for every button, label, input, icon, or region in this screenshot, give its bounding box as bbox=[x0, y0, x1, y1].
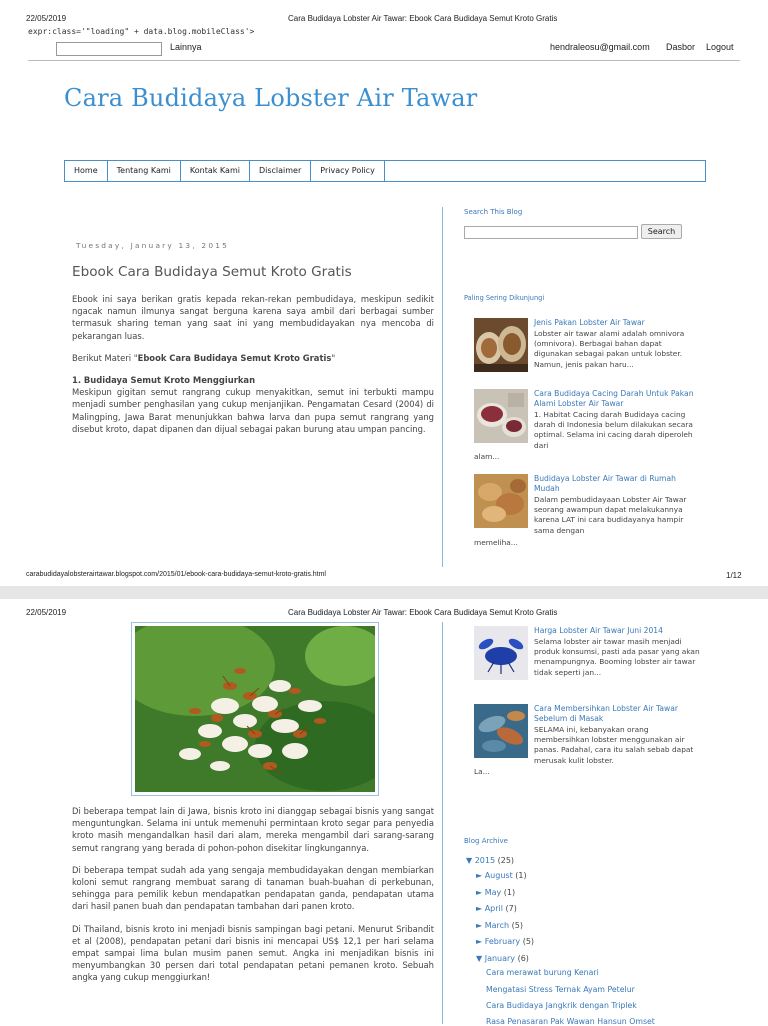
expanded-triangle-icon[interactable]: ▼ bbox=[466, 856, 473, 865]
column-divider bbox=[442, 207, 443, 567]
archive-title: Blog Archive bbox=[464, 837, 508, 845]
popular-post-snippet-more: alam... bbox=[474, 452, 500, 461]
popular-post bbox=[474, 626, 700, 692]
lobster-cleaning-thumbnail[interactable] bbox=[474, 704, 528, 758]
post-body-top bbox=[72, 293, 434, 445]
post-paragraph: Ebook ini saya berikan gratis kepada rekan-rekan pembudidaya, meskipun sedikit ngacak namun ilmunya sangat berguna karena saya ambil dari berbagai sumber termasuk sharing teman yang saat ini yang membudidayakan nya mencoba di pekarangan luas. bbox=[72, 294, 434, 341]
collapsed-triangle-icon[interactable]: ► bbox=[476, 921, 483, 930]
archive-month-august[interactable]: ► August (1) bbox=[476, 871, 527, 880]
print-date: 22/05/2019 bbox=[26, 608, 67, 617]
popular-post-snippet: Lobster air tawar alami adalah omnivora (omnivora). Berbagai bahan dapat digunakan sebagai pakan untuk lobster. Namun, jenis pakan haru... bbox=[534, 329, 685, 369]
main-menu bbox=[64, 160, 706, 182]
popular-post bbox=[474, 704, 700, 778]
post-date: Tuesday, January 13, 2015 bbox=[76, 241, 230, 250]
navbar-more-link[interactable]: Lainnya bbox=[170, 42, 202, 52]
bloodworm-bucket-thumbnail[interactable] bbox=[474, 389, 528, 443]
collapsed-triangle-icon[interactable]: ► bbox=[476, 937, 483, 946]
navbar-divider bbox=[28, 60, 740, 61]
archive-month-may[interactable]: ► May (1) bbox=[476, 888, 516, 897]
blog-title[interactable]: Cara Budidaya Lobster Air Tawar bbox=[64, 84, 478, 112]
archive-post-link[interactable]: Cara Budidaya Jangkrik dengan Triplek bbox=[486, 1001, 637, 1010]
print-page-number: 1/12 bbox=[726, 571, 742, 580]
archive-post-link[interactable]: Mengatasi Stress Ternak Ayam Petelur bbox=[486, 985, 635, 994]
print-title: Cara Budidaya Lobster Air Tawar: Ebook Cara Budidaya Semut Kroto Gratis bbox=[288, 608, 558, 617]
post-paragraph: Meskipun gigitan semut rangrang cukup menyakitkan, semut ini terbukti mampu menjadi sumber penghasilan yang cukup menjanjikan. Pengamatan Cesard (2004) di Malingping, Jawa Barat menunjukkan bahwa larva dan pupa semut rangrang yang disebut kroto, dapat dipanen dan dijual sebagai pakan burung atau umpan pancing. bbox=[72, 387, 434, 434]
navbar-email[interactable]: hendraleosu@gmail.com bbox=[550, 42, 650, 52]
navbar-search-input[interactable] bbox=[56, 42, 162, 56]
print-title: Cara Budidaya Lobster Air Tawar: Ebook Cara Budidaya Semut Kroto Gratis bbox=[288, 14, 558, 23]
menu-disclaimer[interactable]: Disclaimer bbox=[250, 161, 311, 181]
column-divider bbox=[442, 622, 443, 1024]
print-footer-url: carabudidayalobsterairtawar.blogspot.com/2015/01/ebook-cara-budidaya-semut-kroto-gratis.html bbox=[26, 571, 326, 578]
menu-tentang-kami[interactable]: Tentang Kami bbox=[108, 161, 181, 181]
collapsed-triangle-icon[interactable]: ► bbox=[476, 888, 483, 897]
collapsed-triangle-icon[interactable]: ► bbox=[476, 904, 483, 913]
menu-privacy-policy[interactable]: Privacy Policy bbox=[311, 161, 385, 181]
archive-year-2015[interactable]: ▼ 2015 (25) bbox=[466, 856, 515, 865]
popular-post-snippet-more: memeliha... bbox=[474, 538, 518, 547]
archive-post-link[interactable]: Cara merawat burung Kenari bbox=[486, 968, 599, 977]
expanded-triangle-icon[interactable]: ▼ bbox=[476, 954, 483, 963]
materi-line: Berikut Materi "Ebook Cara Budidaya Semut Kroto Gratis" bbox=[72, 352, 336, 363]
menu-home[interactable]: Home bbox=[65, 161, 108, 181]
materi-bold: Ebook Cara Budidaya Semut Kroto Gratis bbox=[137, 352, 332, 363]
post-title[interactable]: Ebook Cara Budidaya Semut Kroto Gratis bbox=[72, 264, 352, 280]
logout-link[interactable]: Logout bbox=[706, 42, 734, 52]
popular-post bbox=[474, 318, 700, 376]
popular-post-snippet: 1. Habitat Cacing darah Budidaya cacing darah di Indonesia belum dilakukan secara optimal. Selama ini cacing darah diperoleh dari bbox=[534, 410, 693, 450]
popular-post bbox=[474, 389, 700, 463]
post-body-bottom bbox=[72, 805, 434, 994]
popular-post-snippet-more: La... bbox=[474, 767, 490, 776]
archive-post-link[interactable]: Rasa Penasaran Pak Wawan Hansun Omset bbox=[486, 1017, 655, 1026]
template-expr-text: expr:class='"loading" + data.blog.mobileClass'> bbox=[28, 27, 255, 36]
post-paragraph: Di beberapa tempat sudah ada yang sengaja membudidayakan dengan membiarkan koloni semut rangrang membuat sarang di tanaman buah-buahan di perkebunan, sehingga para pemilik kebun mendapatkan pendapatan ganda, pendapatan utama dari hasil panen buah dan pendapatan tambahan dari panen kroto. bbox=[72, 864, 434, 912]
archive-month-february[interactable]: ► February (5) bbox=[476, 937, 535, 946]
weaver-ants-photo[interactable] bbox=[135, 626, 375, 792]
print-date: 22/05/2019 bbox=[26, 14, 67, 23]
post-paragraph: Di Thailand, bisnis kroto ini menjadi bisnis sampingan bagi petani. Menurut Sribandit et al (2008), pendapatan petani dari bisnis ini mencapai US$ 12,1 per hari selama empat sampai lima bulan musim panen semut. Angka ini menjadikan bisnis ini menyumbangkan 30 persen dari total pendapatan petani pemanen kroto. Sebuah angka yang cukup menggiurkan! bbox=[72, 923, 434, 983]
popular-post-title[interactable]: Jenis Pakan Lobster Air Tawar bbox=[534, 318, 645, 327]
popular-post bbox=[474, 474, 700, 550]
search-title: Search This Blog bbox=[464, 208, 523, 216]
archive-month-april[interactable]: ► April (7) bbox=[476, 904, 517, 913]
menu-kontak-kami[interactable]: Kontak Kami bbox=[181, 161, 250, 181]
popular-post-snippet: SELAMA ini, kebanyakan orang membersihkan lobster menggunakan air panas. Padahal, cara itu salah sebab dapat merusak kulit lobster. bbox=[534, 725, 694, 765]
dashboard-link[interactable]: Dasbor bbox=[666, 42, 696, 52]
search-button[interactable]: Search bbox=[641, 224, 682, 239]
post-paragraph: Di beberapa tempat lain di Jawa, bisnis kroto ini dianggap sebagai bisnis yang sangat menguntungkan. Selama ini untuk memenuhi permintaan kroto segar para penyedia kroto masih mengandalkan hasil dari alam, mereka mengambil dari sarang-sarang semut rangrang yang berada di pohon-pohon disekitar lingkungannya. bbox=[72, 806, 434, 853]
collapsed-triangle-icon[interactable]: ► bbox=[476, 871, 483, 880]
lobster-pile-thumbnail[interactable] bbox=[474, 474, 528, 528]
archive-month-january[interactable]: ▼ January (6) bbox=[476, 954, 529, 963]
archive-month-march[interactable]: ► March (5) bbox=[476, 921, 523, 930]
popular-post-title[interactable]: Budidaya Lobster Air Tawar di Rumah Mudah bbox=[534, 474, 676, 493]
page-break bbox=[0, 586, 768, 599]
popular-title: Paling Sering Dikunjungi bbox=[464, 294, 545, 302]
post-image-frame bbox=[131, 622, 379, 796]
blue-lobster-thumbnail[interactable] bbox=[474, 626, 528, 680]
popular-post-snippet: Selama lobster air tawar masih menjadi produk konsumsi, pasti ada pasar yang akan menampungnya. Booming lobster air tawar tidak seperti jan... bbox=[534, 637, 700, 677]
popular-post-title[interactable]: Harga Lobster Air Tawar Juni 2014 bbox=[534, 626, 663, 635]
popular-post-title[interactable]: Cara Budidaya Cacing Darah Untuk Pakan Alami Lobster Air Tawar bbox=[534, 389, 694, 408]
popular-post-snippet: Dalam pembudidayaan Lobster Air Tawar seorang awampun dapat melakukannya karena LAT ini cara budidayanya hampir sama dengan bbox=[534, 495, 687, 535]
blog-search-input[interactable] bbox=[464, 226, 638, 239]
fish-feed-thumbnail[interactable] bbox=[474, 318, 528, 372]
popular-post-title[interactable]: Cara Membersihkan Lobster Air Tawar Sebelum di Masak bbox=[534, 704, 678, 723]
post-heading: 1. Budidaya Semut Kroto Menggiurkan bbox=[72, 375, 256, 386]
